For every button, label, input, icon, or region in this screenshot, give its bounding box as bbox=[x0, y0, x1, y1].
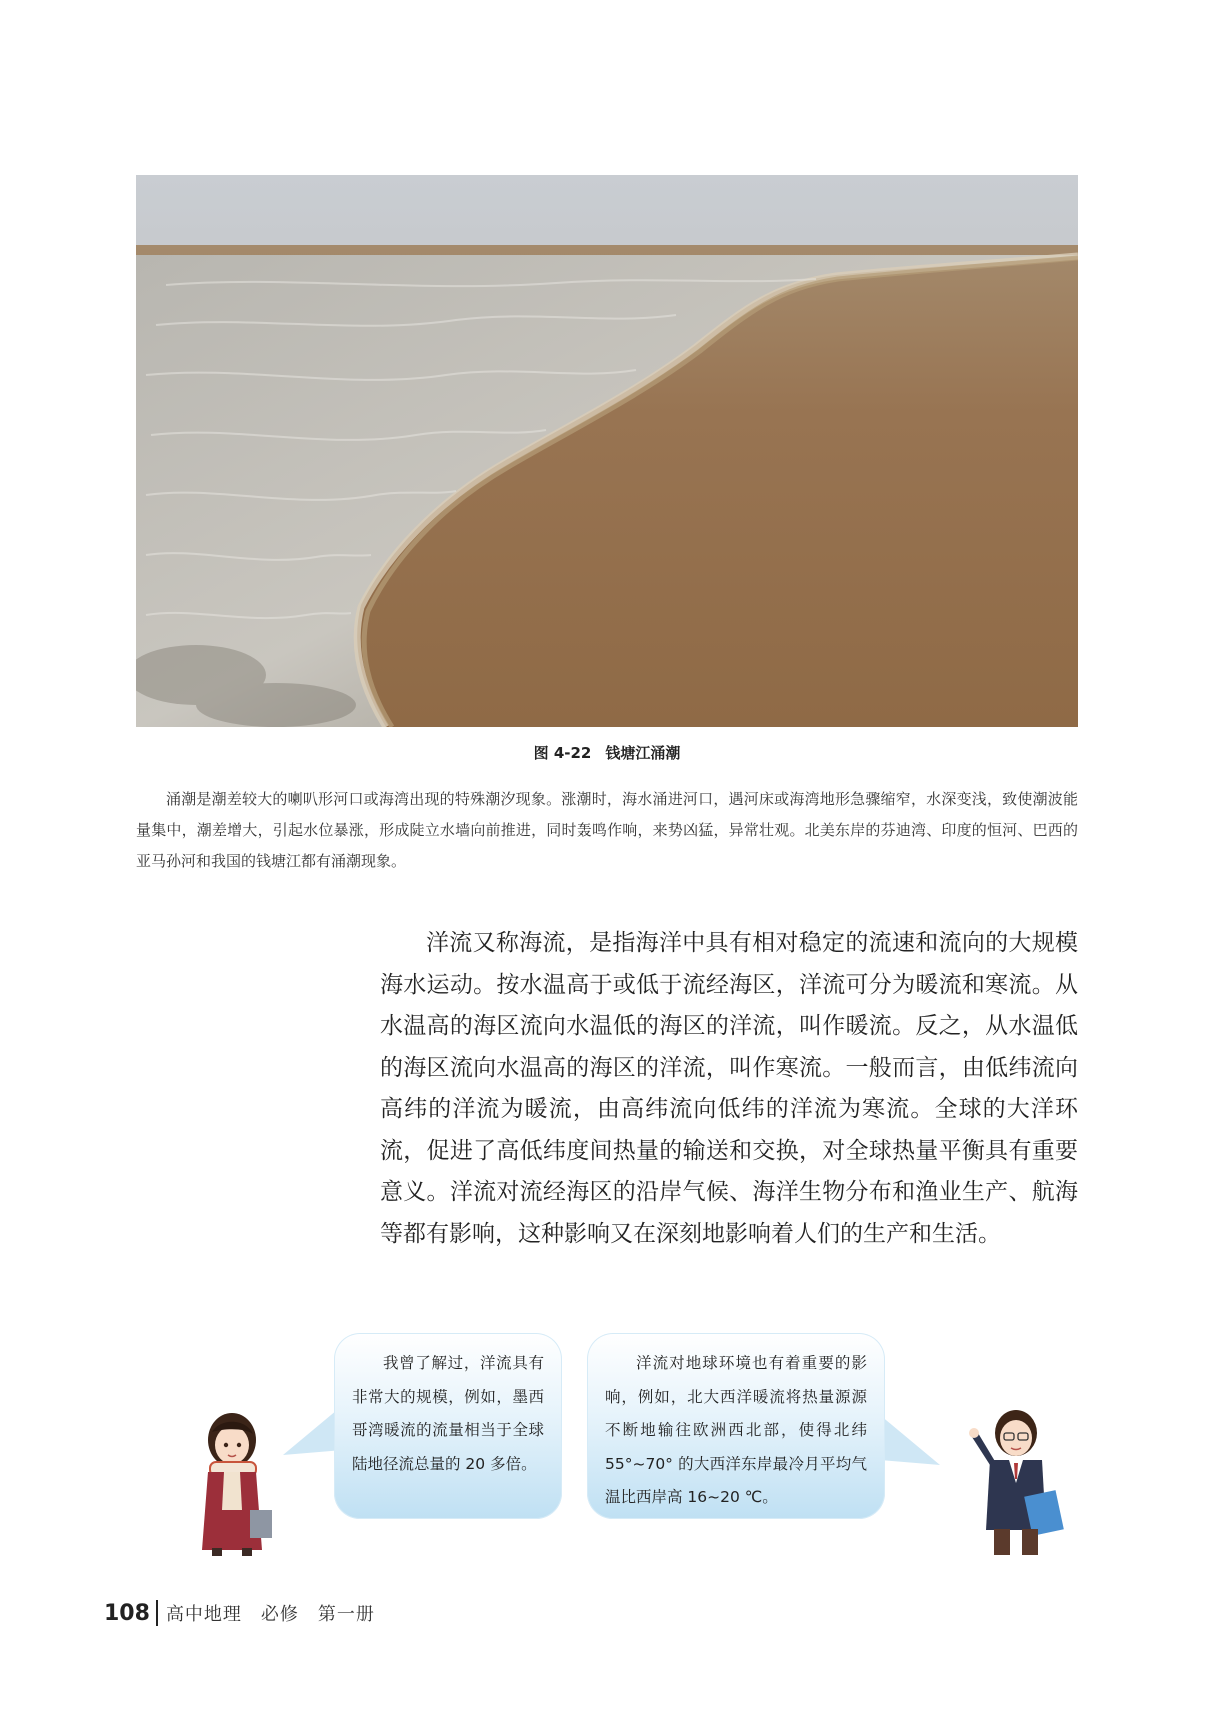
right-bubble-tail bbox=[880, 1410, 940, 1480]
figure-note: 涌潮是潮差较大的喇叭形河口或海湾出现的特殊潮汐现象。涨潮时，海水涌进河口，遇河床或海湾地形急骤缩窄，水深变浅，致使潮波能量集中，潮差增大，引起水位暴涨，形成陡立水墙向前推进，同时轰鸣作响，来势凶猛，异常壮观。北美东岸的芬迪湾、印度的恒河、巴西的亚马孙河和我国的钱塘江都有涌潮现象。 bbox=[136, 790, 1078, 870]
girl-student-character bbox=[190, 1410, 280, 1558]
speech-bubble-right bbox=[587, 1333, 885, 1519]
figure-title: 钱塘江涌潮 bbox=[605, 744, 681, 762]
speech-bubble-left bbox=[334, 1333, 562, 1519]
main-paragraph: 洋流又称海流，是指海洋中具有相对稳定的流速和流向的大规模海水运动。按水温高于或低于流经海区，洋流可分为暖流和寒流。从水温高的海区流向水温低的海区的洋流，叫作暖流。反之，从水温低的海区流向水温高的海区的洋流，叫作寒流。一般而言，由低纬流向高纬的洋流为暖流，由高纬流向低纬的洋流为寒流。全球的大洋环流，促进了高低纬度间热量的输送和交换，对全球热量平衡具有重要意义。洋流对流经海区的沿岸气候、海洋生物分布和渔业生产、航海等都有影响，这种影响又在深刻地影响着人们的生产和生活。 bbox=[380, 930, 1078, 1247]
speech-bubble-right-text: 洋流对地球环境也有着重要的影响，例如，北大西洋暖流将热量源源不断地输往欧洲西北部，使得北纬 55°~70° 的大西洋东岸最冷月平均气温比西岸高 16~20 ℃。 bbox=[605, 1354, 867, 1506]
book-title: 高中地理 必修 第一册 bbox=[165, 1604, 375, 1625]
speech-bubble-left-text: 我曾了解过，洋流具有非常大的规模，例如，墨西哥湾暖流的流量相当于全球陆地径流总量的 20 多倍。 bbox=[352, 1354, 544, 1473]
page-number: 108 bbox=[104, 1600, 150, 1626]
teacher-character bbox=[964, 1405, 1074, 1560]
page-footer bbox=[104, 1598, 375, 1628]
figure-number: 图 4-22 bbox=[533, 744, 592, 762]
footer-divider bbox=[156, 1600, 158, 1626]
figure-caption bbox=[136, 742, 1078, 763]
tidal-bore-photo bbox=[136, 175, 1078, 727]
tidal-bore-illustration bbox=[136, 175, 1078, 727]
